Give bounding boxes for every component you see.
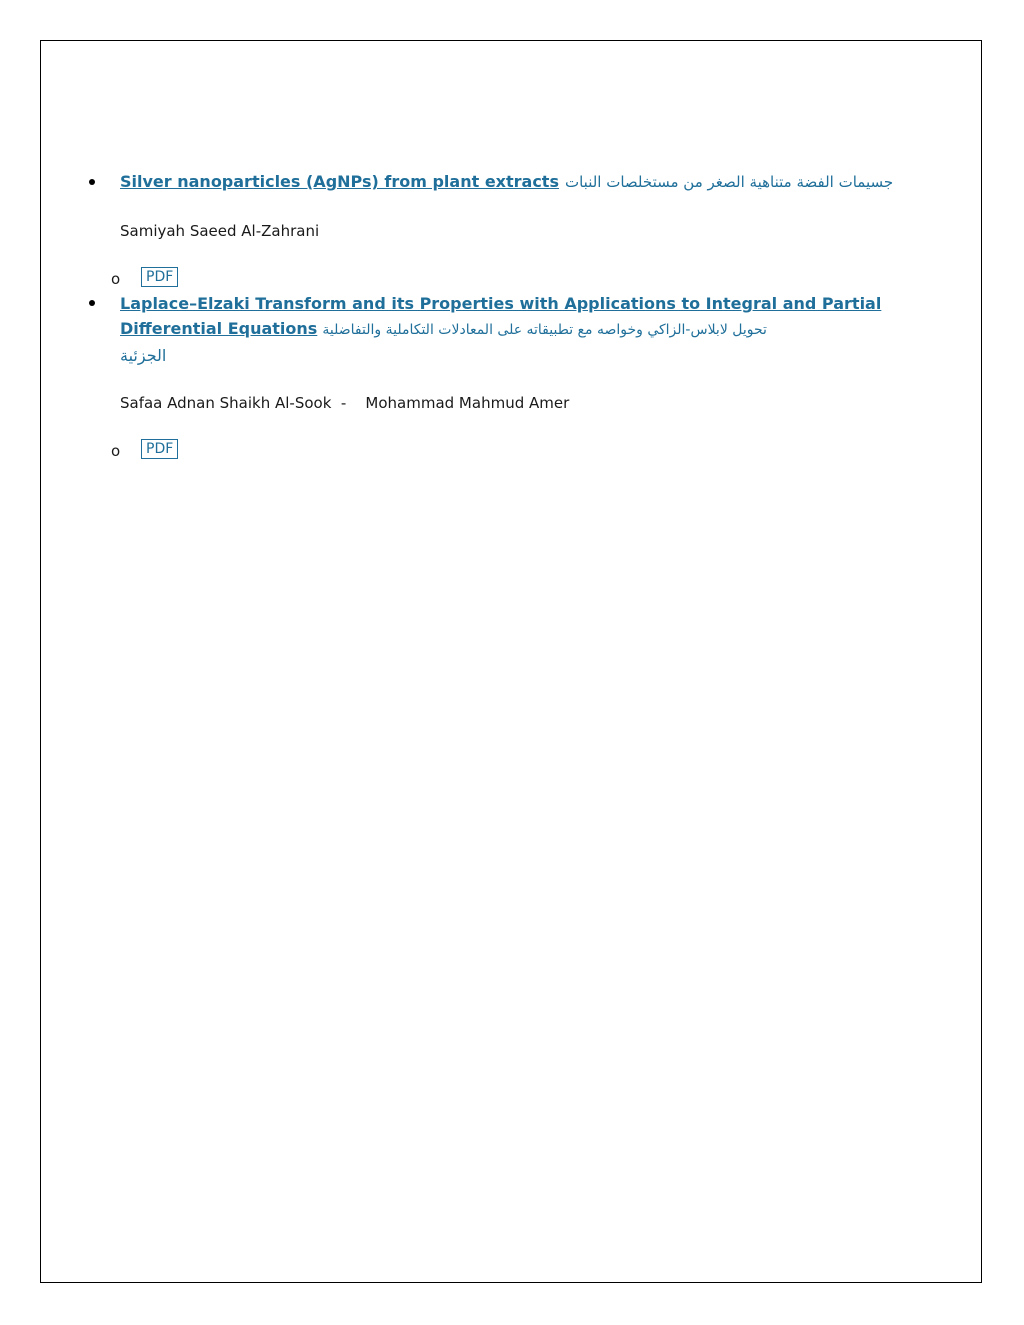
pdf-download-link[interactable]: PDF: [141, 267, 178, 287]
article-title-arabic: الجزئية: [120, 346, 167, 365]
article-title-2: [120, 291, 880, 368]
hollow-circle-bullet-icon: o: [111, 270, 121, 288]
hollow-circle-bullet-icon: o: [111, 442, 121, 460]
bullet-icon: [88, 179, 98, 189]
bullet-icon: [88, 300, 98, 310]
article-title-arabic: تحويل لابلاس-الزاكي وخواصه مع تطبيقاته على المعادلات التكاملية والتفاضلية: [322, 322, 767, 338]
article-title-arabic: جسيمات الفضة متناهية الصغر من مستخلصات النبات: [564, 173, 894, 191]
article-title-1: [120, 169, 894, 195]
article-authors: Safaa Adnan Shaikh Al-Sook - Mohammad Mahmud Amer: [120, 394, 570, 412]
pdf-download-link[interactable]: PDF: [141, 439, 178, 459]
article-title-link[interactable]: Differential Equations: [120, 319, 318, 338]
article-authors: Samiyah Saeed Al-Zahrani: [120, 222, 320, 240]
article-title-link[interactable]: Silver nanoparticles (AgNPs) from plant extracts: [120, 172, 559, 191]
article-title-link[interactable]: Laplace–Elzaki Transform and its Properties with Applications to Integral and Partial: [120, 294, 882, 313]
